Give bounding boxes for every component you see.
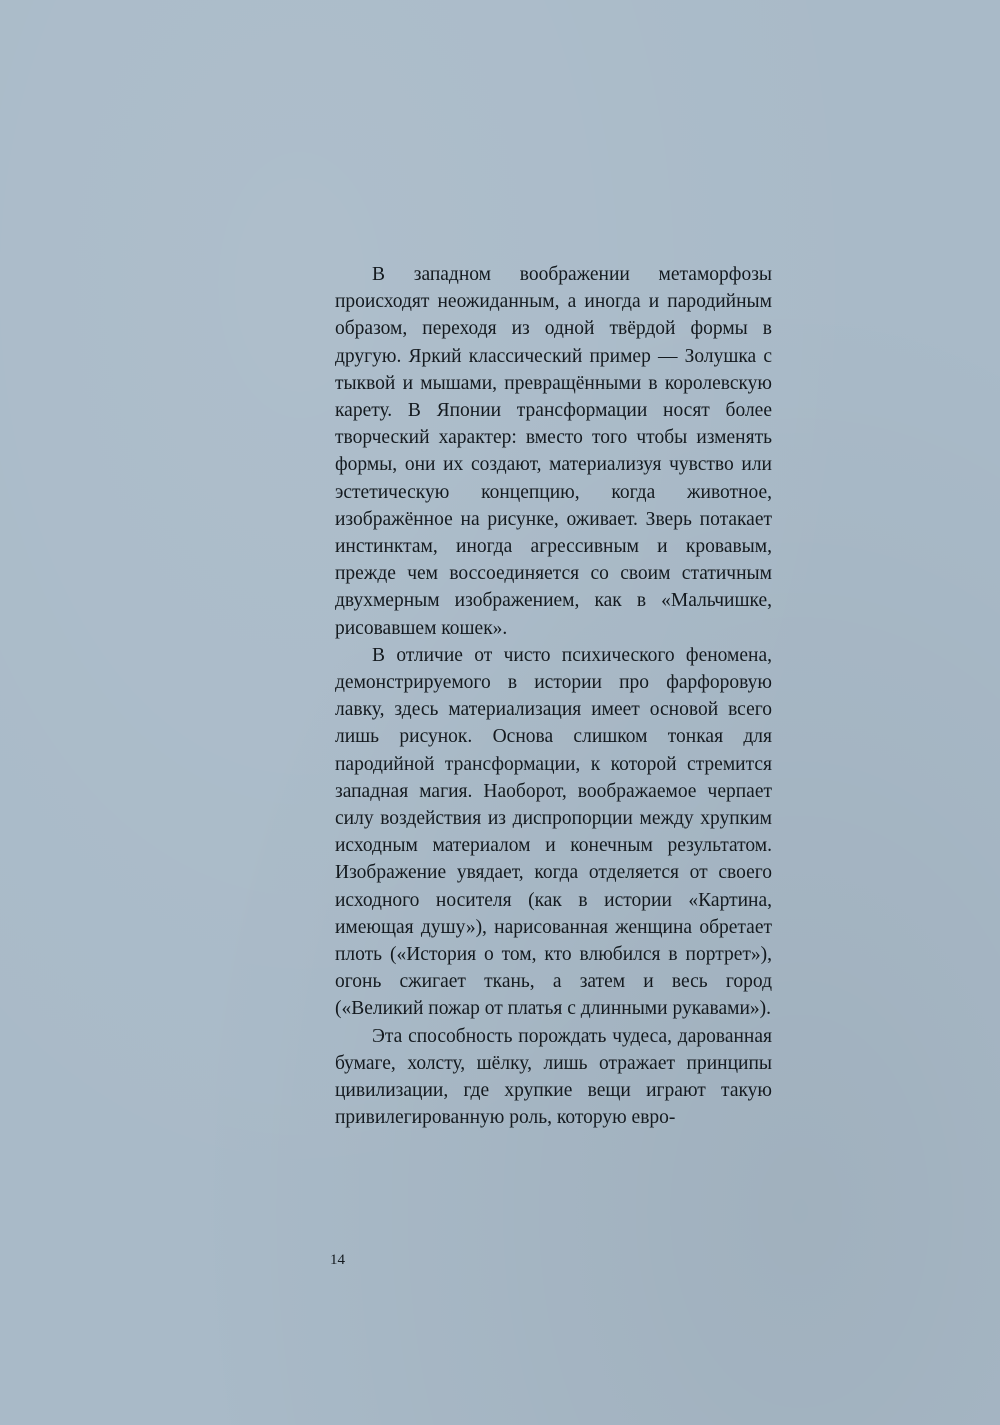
paragraph-1: В западном воображении метаморфозы происходят неожиданным, а иногда и пародийным образом, переходя из одной твёрдой формы в другую. Яркий классический пример — Золушка с тыквой и мышами, превращёнными в королевскую карету. В Японии трансформации носят более творческий характер: вместо того чтобы изменять формы, они их создают, материализуя чувство или эстетическую концепцию, когда животное, изображённое на рисунке, оживает. Зверь потакает инстинктам, иногда агрессивным и кровавым, прежде чем воссоединяется со своим статичным двухмерным изображением, как в «Мальчишке, рисовавшем кошек».: [335, 264, 772, 639]
body-text: [335, 261, 772, 1132]
page-number: 14: [330, 1252, 345, 1268]
paragraph-3: Эта способность порождать чудеса, дарованная бумаге, холсту, шёлку, лишь отражает принципы цивилизации, где хрупкие вещи играют такую привилегированную роль, которую евро-: [335, 1025, 772, 1129]
paragraph-2: В отличие от чисто психического феномена, демонстрируемого в истории про фарфоровую лавку, здесь материализация имеет основой всего лишь рисунок. Основа слишком тонкая для пародийной трансформации, к которой стремится западная магия. Наоборот, воображаемое черпает силу воздействия из диспропорции между хрупким исходным материалом и конечным результатом. Изображение увядает, когда отделяется от своего исходного носителя (как в истории «Картина, имеющая душу»), нарисованная женщина обретает плоть («История о том, кто влюбился в портрет»), огонь сжигает ткань, а затем и весь город («Великий пожар от платья с длинными рукавами»).: [335, 644, 772, 1020]
